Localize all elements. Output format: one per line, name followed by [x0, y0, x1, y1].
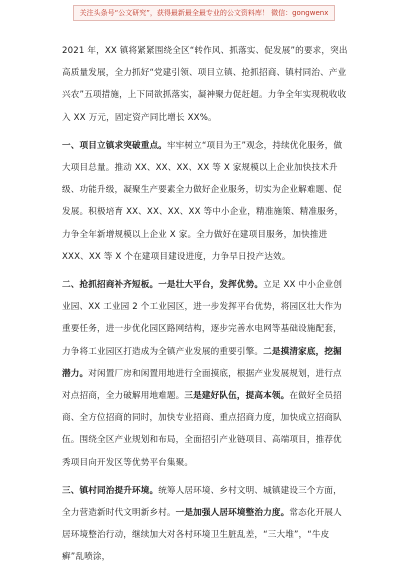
bold-heading-text: 二、抢抓招商补齐短板。 — [62, 280, 159, 291]
bold-heading-text: 一、项目立镇求突破重点。 — [62, 140, 167, 151]
banner-text: 关注头条号“公文研究”，获得最新最全最专业的公文资料库！ 微信：gongwenx — [73, 5, 336, 21]
bold-heading-text: 一是壮大平台，发挥优势。 — [158, 280, 264, 291]
paragraph-1 — [62, 40, 350, 129]
paragraph-3 — [62, 274, 350, 474]
body-text: 常态化开展人居环境整治行动，继续加大对各村环境卫生脏乱差，“三大堆”，“牛皮癣”乱喷涂， — [62, 508, 342, 563]
bold-heading-text: 二是摸清家底，挖掘潜力。 — [62, 346, 342, 379]
bold-heading-text: 三是建好队伍，提高本领。 — [184, 391, 290, 402]
bold-heading-text: 一是加强人居环境整治力度。 — [175, 508, 290, 519]
paragraph-2 — [62, 135, 350, 268]
header-banner — [0, 0, 408, 26]
bold-heading-text: 三、镇村同治提升环境。 — [62, 485, 159, 496]
document-body — [62, 40, 350, 575]
body-text: 统筹人居环境、乡村文明、城镇建设三个方面，全力营造新时代文明新乡村。 — [62, 485, 342, 519]
body-text: 对闲置厂房和闲置用地进行全面摸底，根据产业发展规划，进行点对点招商，全力破解用地难题。 — [62, 368, 342, 402]
paragraph-4 — [62, 480, 350, 569]
body-text: 牢牢树立“项目为王”观念，持续优化服务，做大项目总量。推动 XX、XX、XX、XX 等 X 家规模以上企业加快技术升级、功能升级，凝聚生产要素全力做好企业服务，切实为企业解难题、促发展。积极培育 XX、XX、XX、XX 等中小企业，精准施策、精准服务，力争全年新增规模以上企业 X 家。全力做好在建项目服务，加快推进 XXX、XX 等 X 个在建项目建设进度，力争早日投产达效。 — [62, 140, 344, 262]
body-text: 立足 XX 中小企业创业园、XX 工业园 2 个工业园区，进一步发挥平台优势，将园区壮大作为重要任务，进一步优化园区路网结构，逐步完善水电网等基础设施配套，力争将工业园区打造成为全镇产业发展的重要引擎。 — [62, 280, 343, 357]
body-text: 2021 年，XX 镇将紧紧围绕全区“转作风、抓落实、促发展”的要求，突出高质量发展，全力抓好“党建引领、项目立镇、抢抓招商、镇村同治、产业兴农”五项措施，上下同欲抓落实，凝神聚力促赶超。力争全年实现税收收入 XX 万元，固定资产同比增长 XX%。 — [62, 46, 348, 123]
body-text: 在做好全员招商、全方位招商的同时，加快专业招商、重点招商力度，加快成立招商队伍。围绕全区产业规划和布局，全面招引产业链项目、高端项目，推荐优秀项目向开发区等优势平台集聚。 — [62, 391, 342, 468]
